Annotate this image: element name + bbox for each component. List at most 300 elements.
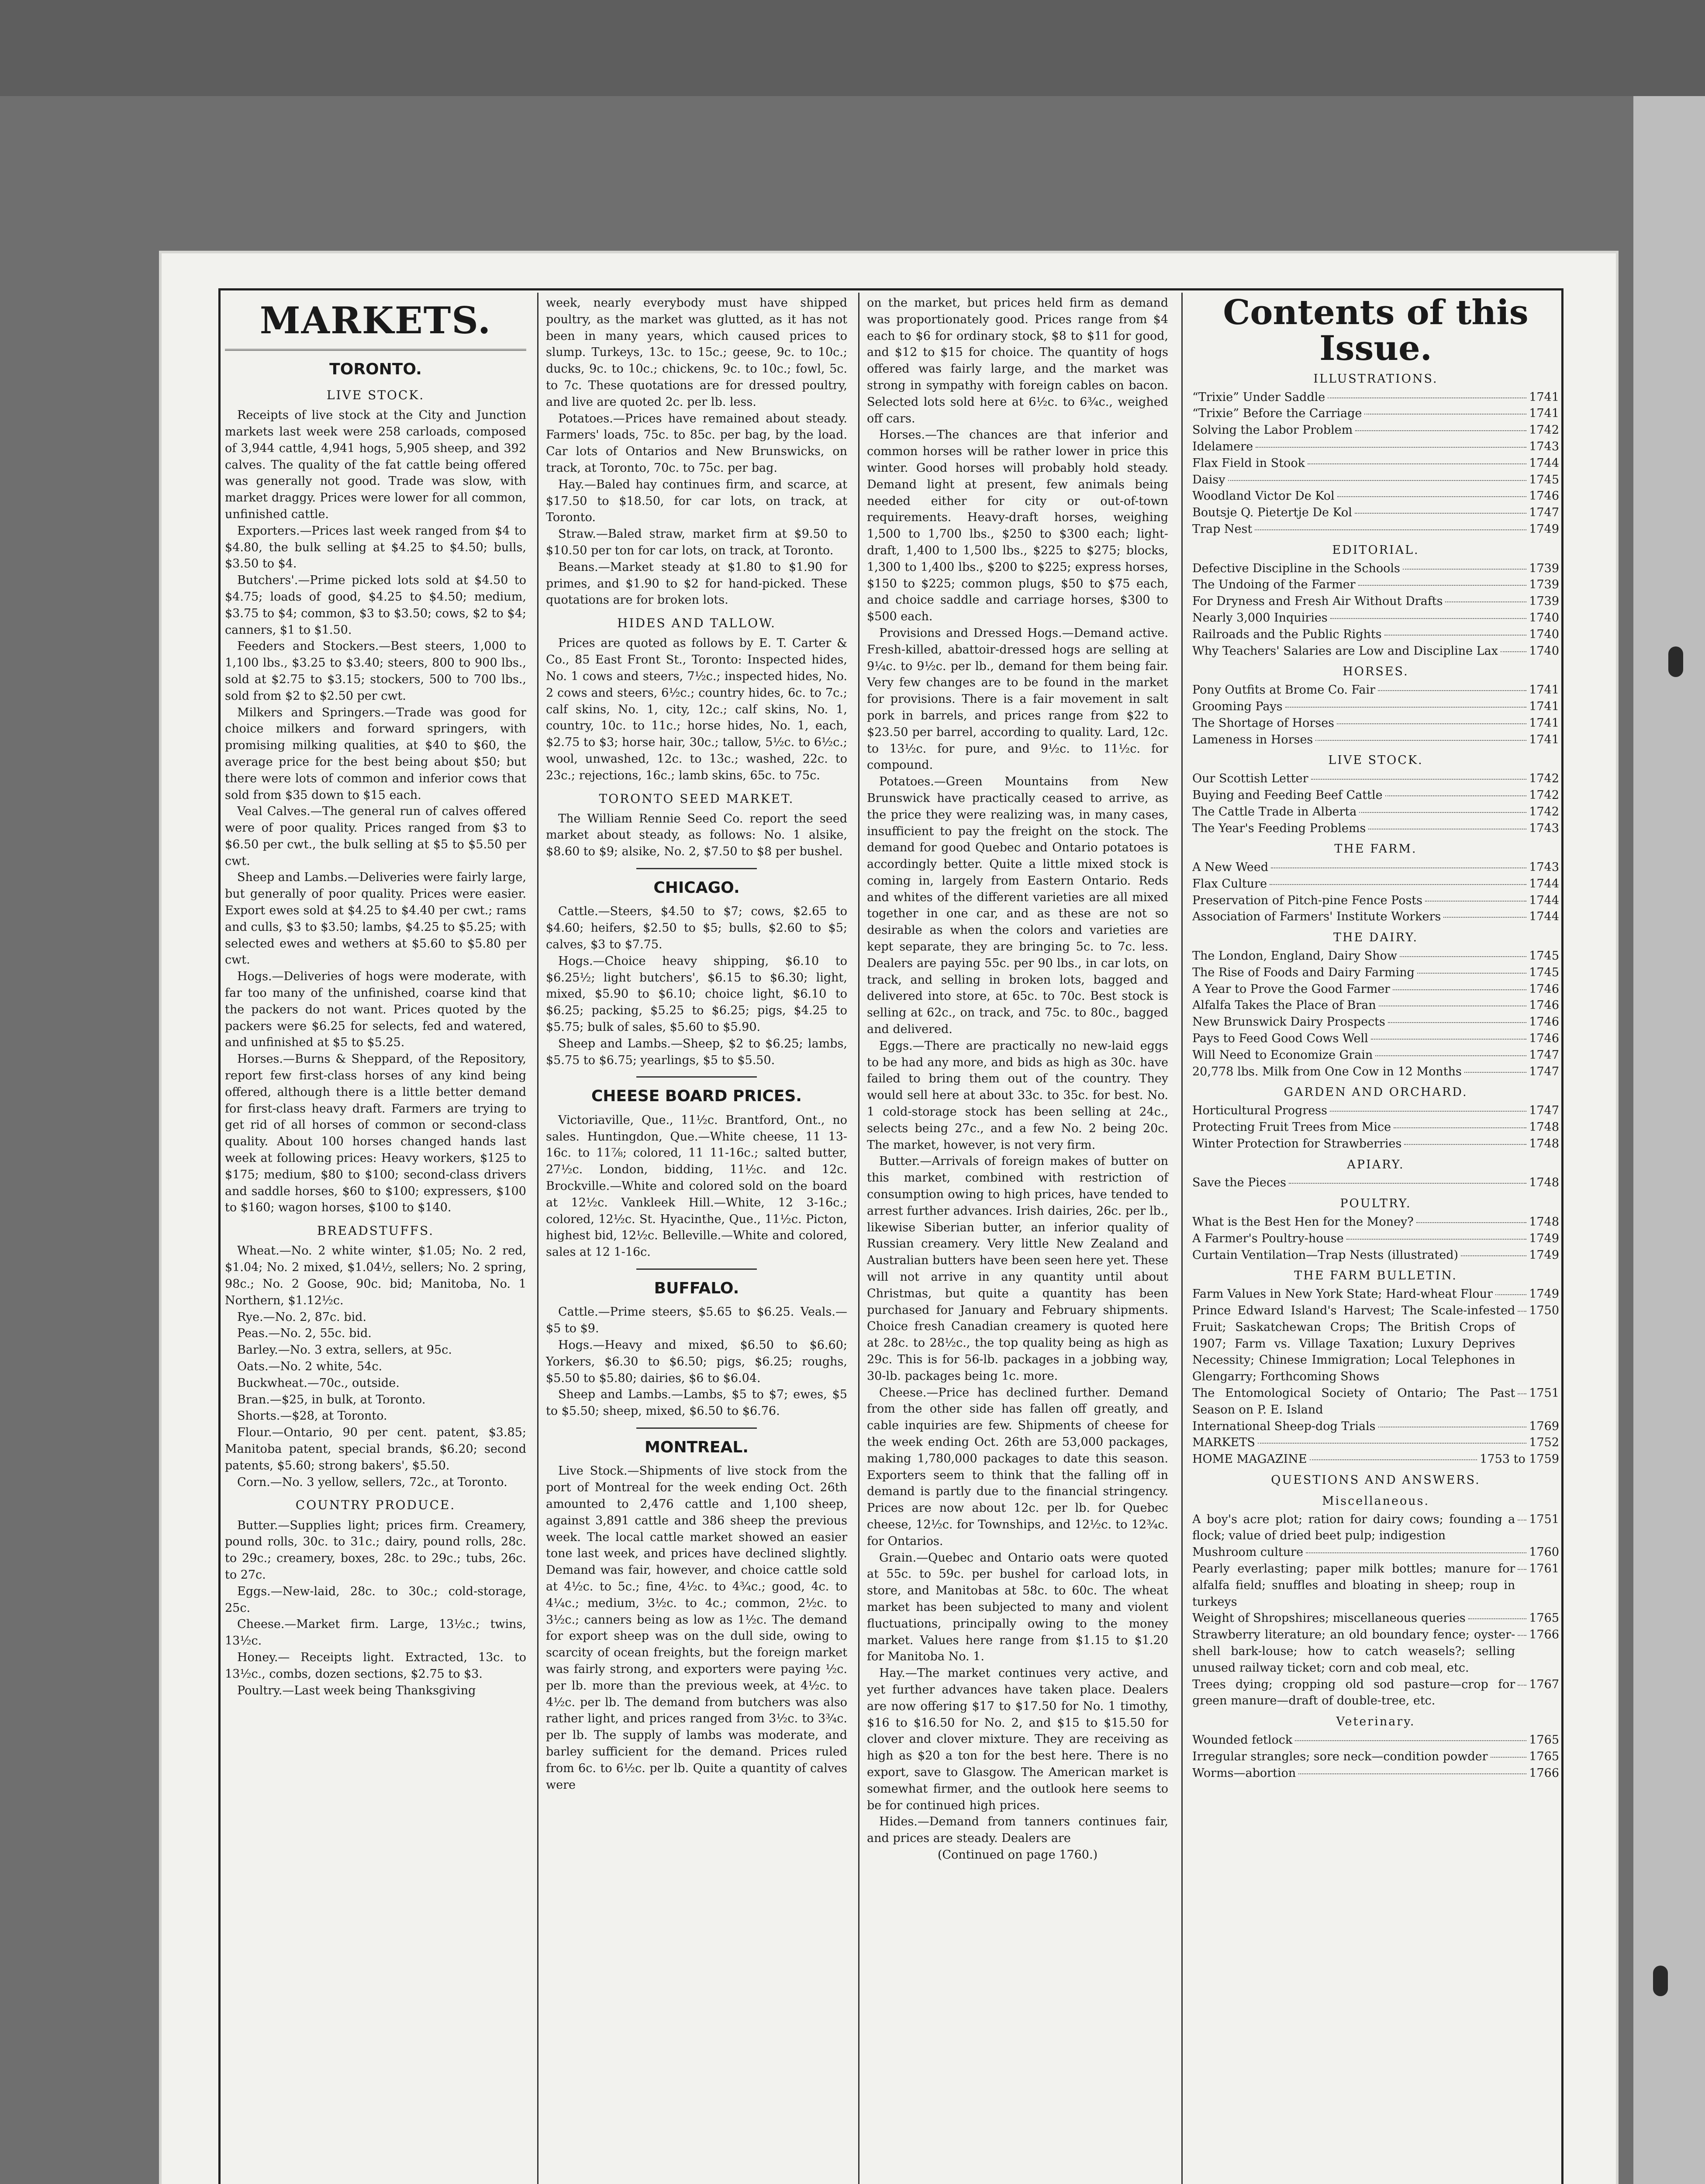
toc-category-heading: POULTRY. <box>1340 1197 1412 1211</box>
toc-page-number: 1751 <box>1529 1386 1559 1400</box>
toc-page-number: 1749 <box>1529 1248 1559 1262</box>
toc-entry-title: 20,778 lbs. Milk from One Cow in 12 Months <box>1192 1064 1462 1078</box>
paragraph: Sheep and Lambs.—Sheep, $2 to $6.25; lambs, $5.75 to $6.75; yearlings, $5 to $5.50. <box>546 1037 847 1067</box>
toc-entry-title: Wounded fetlock <box>1192 1733 1293 1747</box>
toc-page-number: 1761 <box>1529 1562 1559 1576</box>
toc-page-number: 1749 <box>1529 522 1559 536</box>
toc-category-heading: THE FARM BULLETIN. <box>1294 1269 1457 1283</box>
toc-entry[interactable] <box>1192 1418 1559 1435</box>
toc-entry[interactable] <box>1192 1765 1559 1782</box>
toc-entry-title: The Shortage of Horses <box>1192 716 1335 730</box>
paragraph: Hay.—Baled hay continues firm, and scarce, at $17.50 to $18.50, for car lots, on track, at Toronto. <box>546 477 847 525</box>
toc-entry[interactable] <box>1192 1303 1559 1385</box>
toc-entry-title: Grooming Pays <box>1192 699 1283 713</box>
toc-entry-title: Irregular strangles; sore neck—condition powder <box>1192 1749 1488 1763</box>
toc-leader-dots <box>1337 496 1527 497</box>
toc-leader-dots <box>1355 513 1526 514</box>
toc-entry[interactable] <box>1192 1749 1559 1765</box>
toc-page-number: 1740 <box>1529 627 1559 641</box>
paragraph: Eggs.—There are practically no new-laid eggs to be had any more, and bids as high as 30c. have failed to bring them out of the country. They would sell here at about 33c. to 35c. for best. No. 1 cold-storage stock has been selling at 24c., selects being 27c., and a few No. 2 being 20c. The market, however, is not very firm. <box>867 1039 1168 1152</box>
toc-leader-dots <box>1491 1757 1527 1758</box>
paragraph: Butter.—Supplies light; prices firm. Creamery, pound rolls, 30c. to 31c.; dairy, pound rolls, 28c. to 29c.; creamery, boxes, 28c. to 29c.; tubs, 26c. to 27c. <box>225 1518 526 1582</box>
toc-leader-dots <box>1258 1443 1526 1444</box>
column-divider <box>1181 293 1183 2184</box>
toc-entry[interactable] <box>1192 1175 1559 1191</box>
paragraph: Milkers and Springers.—Trade was good for choice milkers and forward springers, with promising milking qualities, at $40 to $60, the average price for the best being about $50; but there were lots of common and inferior cows that sold from $35 down to $15 each. <box>225 705 526 802</box>
subhead-country-produce: COUNTRY PRODUCE. <box>295 1498 456 1513</box>
toc-page-number: 1765 <box>1529 1733 1559 1747</box>
toc-entry-title: Mushroom culture <box>1192 1545 1304 1559</box>
paragraph: Cheese.—Market firm. Large, 13½c.; twins, 13½c. <box>225 1617 526 1648</box>
toc-page-number: 1745 <box>1529 965 1559 979</box>
toc-leader-dots <box>1461 1255 1526 1256</box>
toc-page-number: 1746 <box>1529 489 1559 503</box>
toc-entry-title: The Undoing of the Farmer <box>1192 578 1356 592</box>
toc-entry[interactable] <box>1192 682 1559 698</box>
paragraph: Honey.— Receipts light. Extracted, 13c. to 13½c., combs, dozen sections, $2.75 to $3. <box>225 1650 526 1681</box>
toc-entry[interactable] <box>1192 909 1559 925</box>
toc-entry[interactable] <box>1192 389 1559 406</box>
toc-page-number: 1765 <box>1529 1749 1559 1763</box>
paragraph: Shorts.—$28, at Toronto. <box>237 1409 387 1423</box>
toc-entry-title: Pony Outfits at Brome Co. Fair <box>1192 683 1376 697</box>
toc-entry[interactable] <box>1192 1544 1559 1561</box>
toc-page-number: 1766 <box>1529 1766 1559 1780</box>
toc-leader-dots <box>1371 1039 1527 1040</box>
paragraph: Hogs.—Deliveries of hogs were moderate, with far too many of the unfinished, coarse kind that the packers do not want. Prices quoted by the packers were $6.25 for selects, fed and watered, and unfinished at $5 to $5.25. <box>225 970 526 1050</box>
toc-page-number: 1741 <box>1529 683 1559 697</box>
toc-entry-title: A boy's acre plot; ration for dairy cows; founding a flock; value of dried beet pulp; indigestion <box>1192 1512 1515 1543</box>
toc-leader-dots <box>1518 1311 1526 1312</box>
toc-leader-dots <box>1270 884 1526 885</box>
paragraph: Potatoes.—Prices have remained about steady. Farmers' loads, 75c. to 85c. per bag, by the load. Car lots of Ontarios and New Brunswicks, on track, at Toronto, 70c. to 75c. per bag. <box>546 411 847 475</box>
toc-page-number: 1765 <box>1529 1611 1559 1625</box>
paragraph: Live Stock.—Shipments of live stock from the port of Montreal for the week ending Oct. 26th amounted to 2,476 cattle and 1,100 sheep, against 3,891 cattle and 386 sheep the previous week. The local cattle market showed an easier tone last week, and prices have declined slightly. Demand was fair, however, and choice cattle sold at 4½c. to 5c.; fine, 4½c. to 4¾c.; good, 4c. to 4¼c.; medium, 3½c. to 4c.; common, 2½c. to 3½c.; canners being as low as 1½c. The demand for export sheep was on the dull side, owing to scarcity of ocean freights, but the foreign market was fairly strong, and exporters were paying ½c. per lb. more than the previous week, at 4½c. to 4½c. per lb. The demand from butchers was also rather light, and prices ranged from 3½c. to 3¾c. per lb. The supply of lambs was moderate, and barley sufficient for the demand. Prices ruled from 6c. to 6½c. per lb. Quite a quantity of calves were <box>546 1464 847 1792</box>
toc-category-heading: THE DAIRY. <box>1333 931 1419 945</box>
toc-category-heading: GARDEN AND ORCHARD. <box>1284 1085 1468 1099</box>
toc-entry[interactable] <box>1192 698 1559 715</box>
toc-entry-title: International Sheep-dog Trials <box>1192 1419 1376 1433</box>
toc-page-number: 1751 <box>1529 1512 1559 1526</box>
paragraph: Rye.—No. 2, 87c. bid. <box>237 1310 367 1324</box>
toc-entry[interactable] <box>1192 876 1559 892</box>
toc-leader-dots <box>1501 651 1526 652</box>
toc-leader-dots <box>1404 1144 1526 1145</box>
toc-page-number: 1743 <box>1529 860 1559 874</box>
toc-leader-dots <box>1393 989 1526 990</box>
paragraph: Poultry.—Last week being Thanksgiving <box>237 1683 476 1697</box>
toc-entry[interactable] <box>1192 1247 1559 1264</box>
toc-page-number: 1760 <box>1529 1545 1559 1559</box>
scan-top-border <box>0 0 1705 96</box>
toc-entry[interactable] <box>1192 771 1559 787</box>
continued-note: (Continued on page 1760.) <box>937 1848 1098 1862</box>
toc-entry-title: Farm Values in New York State; Hard-wheat Flour <box>1192 1287 1493 1301</box>
paragraph: Peas.—No. 2, 55c. bid. <box>237 1327 372 1341</box>
toc-page-number: 1743 <box>1529 821 1559 835</box>
toc-entry[interactable] <box>1192 1230 1559 1247</box>
toc-entry-title: For Dryness and Fresh Air Without Drafts <box>1192 594 1443 608</box>
toc-entry-title: Worms—abortion <box>1192 1766 1296 1780</box>
toc-entry-title: Preservation of Pitch-pine Fence Posts <box>1192 893 1423 907</box>
paragraph: Beans.—Market steady at $1.80 to $1.90 for primes, and $1.90 to $2 for hand-picked. These quotations are for broken lots. <box>546 560 847 607</box>
toc-entry-title: Winter Protection for Strawberries <box>1192 1137 1402 1151</box>
section-rule <box>636 868 757 869</box>
toc-leader-dots <box>1400 956 1526 957</box>
toc-entry[interactable] <box>1192 488 1559 505</box>
toc-entry[interactable] <box>1192 1119 1559 1136</box>
toc-entry[interactable] <box>1192 859 1559 876</box>
toc-entry[interactable] <box>1192 521 1559 538</box>
toc-entry-title: Save the Pieces <box>1192 1176 1286 1190</box>
toc-entry[interactable] <box>1192 1102 1559 1119</box>
toc-page-number: 1752 <box>1529 1436 1559 1450</box>
toc-entry-title: Railroads and the Public Rights <box>1192 627 1382 641</box>
toc-leader-dots <box>1518 1685 1526 1686</box>
column-divider <box>858 293 859 2184</box>
toc-leader-dots <box>1359 812 1526 813</box>
toc-entry[interactable] <box>1192 610 1559 626</box>
toc-entry[interactable] <box>1192 1214 1559 1230</box>
toc-leader-dots <box>1443 917 1526 918</box>
section-cheese-board: CHEESE BOARD PRICES. <box>591 1087 802 1106</box>
toc-entry[interactable] <box>1192 422 1559 439</box>
toc-entry[interactable] <box>1192 1286 1559 1303</box>
toc-entry[interactable] <box>1192 1627 1559 1676</box>
toc-category-heading: Miscellaneous. <box>1322 1494 1430 1508</box>
paragraph: Hogs.—Heavy and mixed, $6.50 to $6.60; Yorkers, $6.30 to $6.50; pigs, $6.25; roughs, $5.50 to $5.80; dairies, $6 to $6.04. <box>546 1338 847 1385</box>
toc-page-number: 1748 <box>1529 1120 1559 1134</box>
toc-entry-title: Our Scottish Letter <box>1192 772 1308 786</box>
toc-entry-title: Solving the Labor Problem <box>1192 423 1353 437</box>
toc-entry-title: HOME MAGAZINE <box>1192 1452 1307 1466</box>
section-chicago: CHICAGO. <box>653 879 740 897</box>
toc-entry-title: “Trixie” Under Saddle <box>1192 390 1325 404</box>
toc-entry-title: Will Need to Economize Grain <box>1192 1048 1373 1062</box>
toc-page-number: 1739 <box>1529 561 1559 575</box>
toc-page-number: 1747 <box>1529 1064 1559 1078</box>
toc-entry-title: Daisy <box>1192 473 1225 487</box>
toc-entry[interactable] <box>1192 1136 1559 1152</box>
paragraph: Cattle.—Prime steers, $5.65 to $6.25. Veals.—$5 to $9. <box>546 1305 847 1336</box>
toc-page-number: 1746 <box>1529 1015 1559 1029</box>
toc-category-heading: EDITORIAL. <box>1332 543 1419 557</box>
section-buffalo: BUFFALO. <box>654 1279 739 1297</box>
toc-leader-dots <box>1518 1635 1526 1636</box>
toc-page-number: 1741 <box>1529 716 1559 730</box>
table-of-contents <box>1192 371 1559 1782</box>
toc-entry-title: The Entomological Society of Ontario; The Past Season on P. E. Island <box>1192 1386 1515 1417</box>
toc-entry[interactable] <box>1192 948 1559 964</box>
toc-entry-title: Trap Nest <box>1192 522 1253 536</box>
toc-page-number: 1741 <box>1529 733 1559 746</box>
toc-entry-title: The Year's Feeding Problems <box>1192 821 1366 835</box>
toc-leader-dots <box>1425 901 1526 902</box>
toc-page-number: 1746 <box>1529 1032 1559 1046</box>
toc-leader-dots <box>1346 1239 1527 1240</box>
toc-leader-dots <box>1355 430 1526 431</box>
paragraph: Butchers'.—Prime picked lots sold at $4.50 to $4.75; loads of good, $4.25 to $4.50; medium, $3.75 to $4; common, $3 to $3.50; cows, $2 to $4; canners, $1 to $1.50. <box>225 574 526 637</box>
toc-entry-title: Pearly everlasting; paper milk bottles; manure for alfalfa field; snuffles and bloating in sheep; roup in turkeys <box>1192 1562 1515 1609</box>
toc-page-number: 1747 <box>1529 1104 1559 1118</box>
toc-entry[interactable] <box>1192 455 1559 472</box>
toc-entry-title: Flax Field in Stook <box>1192 456 1305 470</box>
toc-leader-dots <box>1330 618 1527 619</box>
toc-page-number: 1747 <box>1529 506 1559 520</box>
toc-leader-dots <box>1310 1459 1477 1460</box>
toc-entry-title: “Trixie” Before the Carriage <box>1192 407 1362 421</box>
toc-page-number: 1744 <box>1529 893 1559 907</box>
toc-leader-dots <box>1464 1072 1526 1073</box>
toc-page-number: 1749 <box>1529 1287 1559 1301</box>
toc-leader-dots <box>1403 569 1526 570</box>
toc-entry-title: Protecting Fruit Trees from Mice <box>1192 1120 1391 1134</box>
paragraph: Exporters.—Prices last week ranged from $4 to $4.80, the bulk selling at $4.25 to $4.50; bulls, $3.50 to $4. <box>225 524 526 571</box>
section-rule <box>636 1076 757 1078</box>
paragraph: Potatoes.—Green Mountains from New Brunswick have practically ceased to arrive, as the price they were realizing was, in many cases, insufficient to pay the freight on the stock. The demand for good Quebec and Ontario potatoes is accordingly better. Quite a little mixed stock is coming in, largely from Eastern Ontario. Reds and whites of the different varieties are all mixed together in one car, and as these are not so desirable as when the colors and varieties are kept separate, they are bringing 5c. to 7c. less. Dealers are paying 55c. per 90 lbs., in car lots, on track, and selling in broken lots, bagged and delivered into store, at 65c. to 70c. Best stock is selling at 62c., on track, and 75c. to 80c., bagged and delivered. <box>867 775 1168 1037</box>
contents-title: Contents of this Issue. <box>1223 293 1529 368</box>
paragraph: Oats.—No. 2 white, 54c. <box>237 1359 383 1373</box>
toc-entry-title: Defective Discipline in the Schools <box>1192 561 1400 575</box>
paragraph: Eggs.—New-laid, 28c. to 30c.; cold-storage, 25c. <box>225 1584 526 1615</box>
section-toronto: TORONTO. <box>329 360 422 378</box>
binding-hole-icon <box>1668 646 1683 677</box>
toc-entry-title: Flax Culture <box>1192 877 1267 891</box>
toc-page-number: 1745 <box>1529 473 1559 487</box>
toc-entry[interactable] <box>1192 1451 1559 1468</box>
toc-entry-title: The London, England, Dairy Show <box>1192 949 1397 963</box>
toc-leader-dots <box>1518 1393 1526 1394</box>
paragraph: Provisions and Dressed Hogs.—Demand active. Fresh-killed, abattoir-dressed hogs are selling at 9¼c. to 9½c. per lb., demand for them being fair. Very few changes are to be found in the market for provisions. There is a fair movement in salt pork in barrels, and prices range from $22 to $23.50 per barrel, according to quality. Lard, 12c. to 13½c. for pure, and 9½c. to 11½c. for compound. <box>867 626 1168 772</box>
toc-entry[interactable] <box>1192 405 1559 422</box>
toc-entry[interactable] <box>1192 732 1559 748</box>
toc-leader-dots <box>1228 480 1527 481</box>
toc-entry[interactable] <box>1192 820 1559 837</box>
toc-page-number: 1744 <box>1529 877 1559 891</box>
toc-page-number: 1748 <box>1529 1137 1559 1151</box>
paragraph: Hogs.—Choice heavy shipping, $6.10 to $6.25½; light butchers', $6.15 to $6.30; light, mixed, $5.90 to $6.10; choice light, $6.10 to $6.25; packing, $5.25 to $6.25; pigs, $4.25 to $5.75; bulk of sales, $5.60 to $5.90. <box>546 954 847 1034</box>
paragraph: week, nearly everybody must have shipped poultry, as the market was glutted, as it has not been in many years, which caused prices to slump. Turkeys, 13c. to 15c.; geese, 9c. to 10c.; ducks, 9c. to 10c.; chickens, 9c. to 10c.; fowl, 5c. to 7c. These quotations are for dressed poultry, and live are quoted 2c. per lb. less. <box>546 296 847 409</box>
subhead-live-stock: LIVE STOCK. <box>326 387 425 402</box>
toc-page-number: 1742 <box>1529 805 1559 819</box>
paragraph: Corn.—No. 3 yellow, sellers, 72c., at Toronto. <box>237 1475 507 1489</box>
paragraph: Veal Calves.—The general run of calves offered were of poor quality. Prices ranged from $3 to $6.50 per cwt., the bulk selling at $5 to $5.50 per cwt. <box>225 805 526 868</box>
toc-page-number: 1766 <box>1529 1628 1559 1642</box>
toc-entry-title: Idelamere <box>1192 439 1253 453</box>
toc-page-number: 1739 <box>1529 578 1559 592</box>
toc-leader-dots <box>1311 779 1527 780</box>
toc-entry[interactable] <box>1192 1030 1559 1047</box>
column-markets-toronto <box>225 295 526 1699</box>
paragraph: Hay.—The market continues very active, and yet further advances have taken place. Dealers are now offering $17 to $17.50 for No. 1 timothy, $16 to $16.50 for No. 2, and $15 to $15.50 for clover and clover mixture. They are receiving as high as $20 a ton for the best here. There is no export, save to Glasgow. The American market is somewhat firmer, and the outlook here seems to be for continued high prices. <box>867 1666 1168 1812</box>
toc-entry-title: Nearly 3,000 Inquiries <box>1192 611 1328 625</box>
toc-entry[interactable] <box>1192 892 1559 909</box>
toc-entry-title: Weight of Shropshires; miscellaneous queries <box>1192 1611 1466 1625</box>
column-markets-chicago-buffalo <box>546 295 847 1793</box>
paragraph: Butter.—Arrivals of foreign makes of butter on this market, combined with restriction of consumption owing to high prices, have tended to arrest further advances. Irish dairies, 26c. per lb., likewise Siberian butter, an inferior quality of Russian creamery. Very little New Zealand and Australian butters have been seen here yet. These will not arrive in any quantity until about Christmas, but quite a quantity has been purchased for January and February shipments. Choice fresh Canadian creamery is quoted here at 28c. to 28½c., the top quality being as high as 29c. This is for 56-lb. packages in a jobbing way, 30-lb. packages being 1c. more. <box>867 1154 1168 1383</box>
toc-leader-dots <box>1394 1127 1526 1128</box>
toc-page-number: 1750 <box>1529 1304 1559 1318</box>
toc-entry[interactable] <box>1192 1064 1559 1080</box>
scan-right-margin <box>1633 96 1705 2184</box>
toc-entry[interactable] <box>1192 981 1559 998</box>
toc-entry[interactable] <box>1192 1676 1559 1710</box>
toc-category-heading: HORSES. <box>1343 665 1409 679</box>
toc-category-heading: QUESTIONS AND ANSWERS. <box>1271 1473 1481 1487</box>
toc-leader-dots <box>1378 690 1526 691</box>
paragraph: Cheese.—Price has declined further. Demand from the other side has fallen off greatly, and cable inquiries are few. Shipments of cheese for the week ending Oct. 26th are 53,000 packages, making 1,780,000 packages to date this season. Exporters seem to think that the falling off in demand is partly due to the financial stringency. Prices are now about 12c. per lb. for Quebec cheese, 12½c. for Townships, and 12½c. to 12¾c. for Ontarios. <box>867 1386 1168 1548</box>
toc-page-number: 1748 <box>1529 1215 1559 1229</box>
paragraph: Straw.—Baled straw, market firm at $9.50 to $10.50 per ton for car lots, on track, at Toronto. <box>546 527 847 557</box>
section-rule <box>636 1268 757 1270</box>
toc-page-number: 1744 <box>1529 456 1559 470</box>
toc-entry-title: New Brunswick Dairy Prospects <box>1192 1015 1385 1029</box>
toc-leader-dots <box>1306 1552 1526 1553</box>
toc-entry[interactable] <box>1192 1014 1559 1030</box>
paragraph: Sheep and Lambs.—Deliveries were fairly large, but generally of poor quality. Prices were easier. Export ewes sold at $4.25 to $4.40 per cwt.; rams and culls, $3 to $3.50; lambs, $4.25 to $5.25; with selected ewes and wethers at $5.60 to $5.80 per cwt. <box>225 871 526 967</box>
paragraph: Buckwheat.—70c., outside. <box>237 1376 400 1390</box>
paragraph: Horses.—Burns & Sheppard, of the Repository, report few first-class horses of any kind being offered, although there is a little better demand for first-class heavy draft. Farmers are trying to get rid of all horses of common or second-class quality. About 100 horses changed hands last week at following prices: Heavy workers, $125 to $175; medium, $80 to $100; second-class drivers and saddle horses, $60 to $100; expressers, $100 to $160; wagon horses, $100 to $140. <box>225 1052 526 1215</box>
paragraph: on the market, but prices held firm as demand was proportionately good. Prices range from $4 each to $6 for ordinary stock, $8 to $11 for good, and $12 to $15 for choice. The quantity of hogs offered was fairly large, and the market was strong in sympathy with foreign cables on bacon. Selected lots sold here at 6½c. to 6¾c., weighed off cars. <box>867 296 1168 425</box>
toc-category-heading: THE FARM. <box>1334 842 1417 856</box>
toc-entry[interactable] <box>1192 1511 1559 1545</box>
toc-entry[interactable] <box>1192 787 1559 804</box>
toc-entry[interactable] <box>1192 964 1559 981</box>
subhead-seed-market: TORONTO SEED MARKET. <box>599 791 794 806</box>
toc-entry-title: A Year to Prove the Good Farmer <box>1192 982 1391 996</box>
toc-leader-dots <box>1328 397 1526 398</box>
toc-entry[interactable] <box>1192 1434 1559 1451</box>
toc-entry[interactable] <box>1192 804 1559 820</box>
toc-page-number: 1740 <box>1529 611 1559 625</box>
binding-hole-icon <box>1653 1966 1668 1996</box>
markets-title: MARKETS. <box>225 295 526 351</box>
subhead-hides-tallow: HIDES AND TALLOW. <box>617 616 776 631</box>
toc-entry-title: Lameness in Horses <box>1192 733 1313 746</box>
toc-page-number: 1743 <box>1529 439 1559 453</box>
toc-entry[interactable] <box>1192 1732 1559 1749</box>
toc-entry[interactable] <box>1192 560 1559 577</box>
toc-leader-dots <box>1416 1222 1527 1223</box>
toc-page-number: 1745 <box>1529 949 1559 963</box>
toc-entry-title: Curtain Ventilation—Trap Nests (illustrated) <box>1192 1248 1459 1262</box>
toc-entry[interactable] <box>1192 505 1559 521</box>
toc-entry[interactable] <box>1192 715 1559 732</box>
toc-entry[interactable] <box>1192 577 1559 593</box>
toc-entry-title: Woodland Victor De Kol <box>1192 489 1335 503</box>
toc-leader-dots <box>1518 1569 1526 1570</box>
toc-leader-dots <box>1308 463 1526 464</box>
toc-entry[interactable] <box>1192 1561 1559 1610</box>
toc-leader-dots <box>1256 447 1526 448</box>
toc-category-heading: Veterinary. <box>1336 1715 1415 1729</box>
paragraph: Receipts of live stock at the City and Junction markets last week were 258 carloads, composed of 3,944 cattle, 4,941 hogs, 5,905 sheep, and 392 calves. The quality of the fat cattle being offered was generally not good. Trade was slow, with market draggy. Prices were lower for all common, unfinished cattle. <box>225 408 526 521</box>
toc-leader-dots <box>1289 1183 1526 1184</box>
toc-entry[interactable] <box>1192 439 1559 455</box>
toc-leader-dots <box>1384 635 1527 636</box>
newspaper-page <box>162 253 1616 2184</box>
toc-leader-dots <box>1285 707 1527 708</box>
toc-entry[interactable] <box>1192 1610 1559 1627</box>
toc-page-number: 1744 <box>1529 910 1559 924</box>
toc-entry-title: A Farmer's Poultry-house <box>1192 1231 1344 1245</box>
toc-leader-dots <box>1315 740 1526 741</box>
toc-entry[interactable] <box>1192 626 1559 643</box>
toc-leader-dots <box>1417 973 1526 974</box>
toc-entry[interactable] <box>1192 643 1559 660</box>
toc-entry-title: MARKETS <box>1192 1436 1255 1450</box>
toc-page-number: 1741 <box>1529 390 1559 404</box>
toc-page-number: 1742 <box>1529 423 1559 437</box>
toc-category-heading: ILLUSTRATIONS. <box>1313 372 1438 386</box>
toc-entry[interactable] <box>1192 472 1559 488</box>
subhead-breadstuffs: BREADSTUFFS. <box>317 1223 435 1238</box>
toc-leader-dots <box>1295 1740 1526 1741</box>
column-divider <box>537 293 538 2184</box>
contents-column <box>1192 295 1559 1781</box>
toc-leader-dots <box>1255 529 1526 530</box>
toc-leader-dots <box>1337 723 1526 724</box>
toc-page-number: 1741 <box>1529 699 1559 713</box>
toc-entry[interactable] <box>1192 997 1559 1014</box>
toc-entry-title: Buying and Feeding Beef Cattle <box>1192 788 1383 802</box>
toc-entry-title: Prince Edward Island's Harvest; The Scale-infested Fruit; Saskatchewan Crops; The British Crops of 1907; Farm vs. Village Taxation; Luxury Deprives Necessity; Chinese Immigration; Local Telephones in Glengarry; Forthcoming Shows <box>1192 1304 1515 1384</box>
toc-leader-dots <box>1375 1055 1526 1056</box>
paragraph: Sheep and Lambs.—Lambs, $5 to $7; ewes, $5 to $5.50; sheep, mixed, $6.50 to $6.76. <box>546 1388 847 1418</box>
toc-leader-dots <box>1468 1618 1527 1619</box>
toc-entry[interactable] <box>1192 1385 1559 1418</box>
toc-entry-title: Association of Farmers' Institute Workers <box>1192 910 1441 924</box>
paragraph: Victoriaville, Que., 11½c. Brantford, Ont., no sales. Huntingdon, Que.—White cheese, 11 13-16c. to 11⅞; colored, 11 11-16c.; salted butter, 27½c. London, bidding, 11½c. and 12c. Brockville.—White and colored sold on the board at 12½c. Vankleek Hill.—White, 12 3-16c.; colored, 12½c. St. Hyacinthe, Que., 11½c. Picton, highest bid, 12½c. Belleville.—White and colored, sales at 12 1-16c. <box>546 1113 847 1259</box>
toc-leader-dots <box>1388 1022 1526 1023</box>
toc-page-number: 1748 <box>1529 1176 1559 1190</box>
toc-entry[interactable] <box>1192 1047 1559 1064</box>
toc-entry-title: Boutsje Q. Pietertje De Kol <box>1192 506 1352 520</box>
toc-entry[interactable] <box>1192 593 1559 610</box>
toc-page-number: 1742 <box>1529 788 1559 802</box>
toc-page-number: 1769 <box>1529 1419 1559 1433</box>
toc-leader-dots <box>1271 867 1526 868</box>
paragraph: Hides.—Demand from tanners continues fair, and prices are steady. Dealers are <box>867 1815 1168 1845</box>
toc-page-number: 1742 <box>1529 772 1559 786</box>
toc-leader-dots <box>1495 1294 1526 1295</box>
toc-page-number: 1746 <box>1529 982 1559 996</box>
toc-category-heading: LIVE STOCK. <box>1328 753 1423 767</box>
toc-entry-title: Strawberry literature; an old boundary fence; oyster-shell bark-louse; how to catch weasels?; selling unused railway ticket; corn and cob meal, etc. <box>1192 1628 1515 1675</box>
paragraph: Bran.—$25, in bulk, at Toronto. <box>237 1393 426 1406</box>
toc-leader-dots <box>1298 1773 1526 1774</box>
column-markets-montreal <box>867 295 1168 1863</box>
toc-entry-title: Why Teachers' Salaries are Low and Discipline Lax <box>1192 644 1498 658</box>
toc-leader-dots <box>1364 414 1526 415</box>
toc-category-heading: APIARY. <box>1347 1158 1405 1171</box>
toc-entry-title: Alfalfa Takes the Place of Bran <box>1192 999 1376 1013</box>
toc-page-number: 1747 <box>1529 1048 1559 1062</box>
paragraph: Prices are quoted as follows by E. T. Carter & Co., 85 East Front St., Toronto: Inspected hides, No. 1 cows and steers, 7½c.; inspected hides, No. 2 cows and steers, 6½c.; country hides, 6c. to 7c.; calf skins, No. 1, city, 12c.; calf skins, No. 1, country, 10c. to 11c.; horse hides, No. 1, each, $2.75 to $3; horse hair, 30c.; tallow, 5½c. to 6½c.; wool, unwashed, 12c. to 13c.; washed, 22c. to 23c.; rejections, 16c.; lamb skins, 65c. to 75c. <box>546 636 847 782</box>
paragraph: Horses.—The chances are that inferior and common horses will be rather lower in price this winter. Good horses will probably hold steady. Demand light at present, few animals being needed either for city or out-of-town requirements. Heavy-draft horses, weighing 1,500 to 1,700 lbs., $250 to $300 each; light-draft, 1,400 to 1,500 lbs., $225 to $275; blocks, 1,300 to 1,400 lbs., $200 to $225; express horses, $150 to $225; common plugs, $50 to $75 each, and choice saddle and carriage horses, $300 to $500 each. <box>867 428 1168 624</box>
toc-entry-title: A New Weed <box>1192 860 1269 874</box>
toc-leader-dots <box>1385 795 1527 796</box>
toc-page-number: 1749 <box>1529 1231 1559 1245</box>
toc-page-number: 1753 to 1759 <box>1480 1452 1559 1466</box>
toc-leader-dots <box>1445 601 1526 602</box>
paragraph: Grain.—Quebec and Ontario oats were quoted at 55c. to 59c. per bushel for carload lots, in store, and Manitobas at 58c. to 60c. The wheat market has been subjected to many and violent fluctuations, principally owing to the money market. Values here range from $1.15 to $1.20 for Manitoba No. 1. <box>867 1551 1168 1664</box>
toc-leader-dots <box>1358 585 1527 586</box>
toc-entry-title: Trees dying; cropping old sod pasture—crop for green manure—draft of double-tree, etc. <box>1192 1677 1515 1708</box>
paragraph: Barley.—No. 3 extra, sellers, at 95c. <box>237 1343 452 1357</box>
toc-page-number: 1767 <box>1529 1677 1559 1691</box>
toc-entry-title: Pays to Feed Good Cows Well <box>1192 1032 1368 1046</box>
